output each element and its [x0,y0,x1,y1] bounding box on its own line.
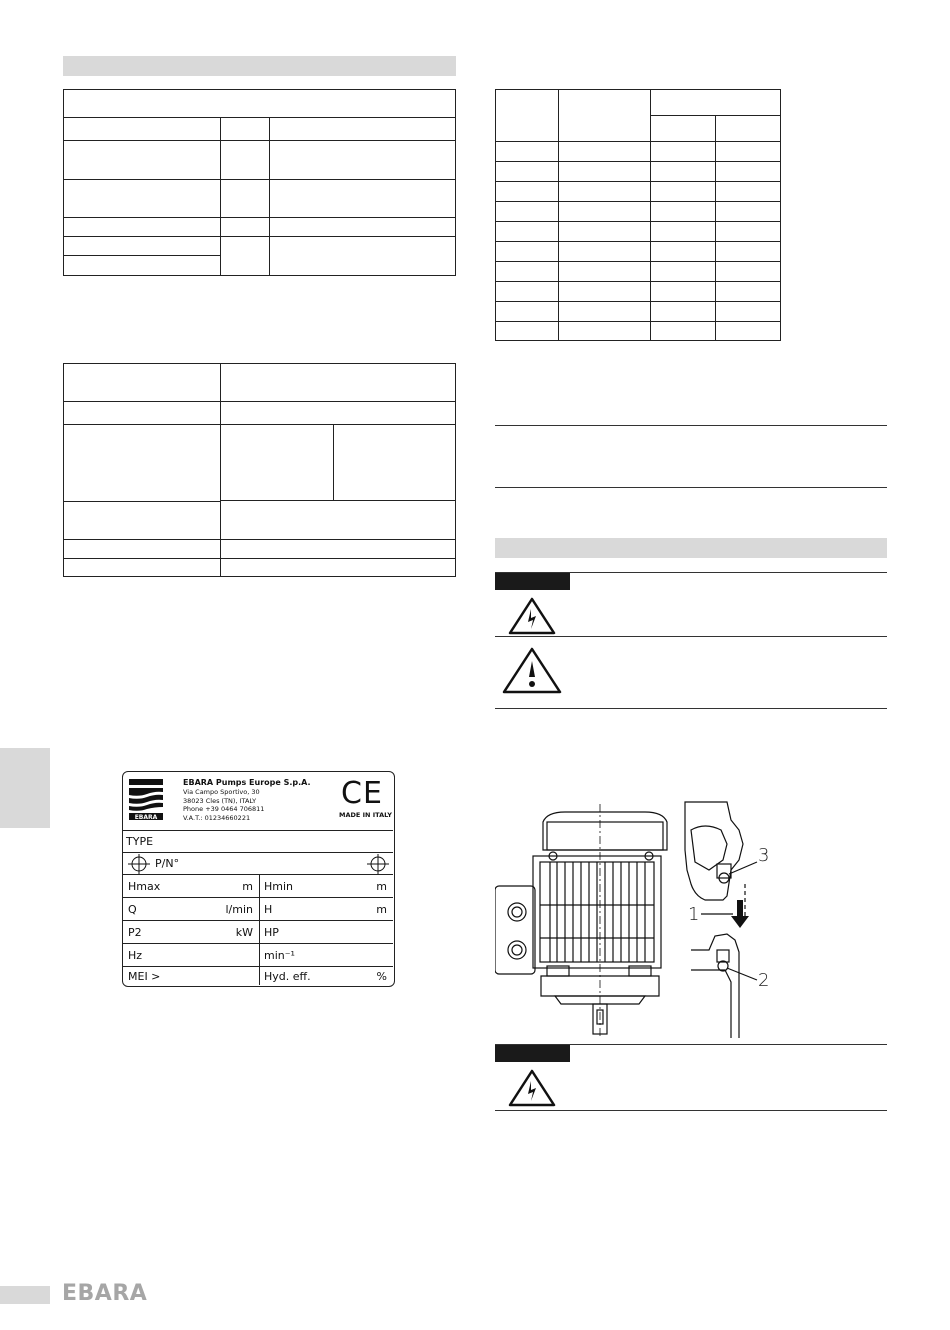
callout-1: 1 [688,904,700,925]
spec-table-3 [495,89,781,341]
ebara-logo-icon [127,777,167,821]
crosshair-left-icon [127,853,151,875]
section-header-bar-left [63,56,456,76]
note-rule-bottom [495,487,887,488]
electric-hazard-icon [507,596,557,636]
nameplate-rpm-label: min⁻¹ [264,949,295,962]
crosshair-right-icon [366,853,390,875]
nameplate-h-label: H [264,903,273,916]
nameplate-q-label: Q [128,903,137,916]
nameplate-hmax-label: Hmax [128,880,161,893]
nameplate-hyd-eff-label: Hyd. eff. [264,970,311,983]
nameplate-mei-label: MEI > [128,970,161,983]
nameplate-hmin-label: Hmin [264,880,294,893]
nameplate-address-2: 38023 Cles (TN), ITALY [183,796,257,805]
electric-hazard-icon [507,1068,557,1108]
danger-tag-2 [495,1045,570,1062]
nameplate-hmin-unit: m [376,880,387,893]
nameplate-hp-label: HP [264,926,279,939]
chapter-side-tab [0,748,50,828]
nameplate-hz-label: Hz [128,949,143,962]
spec-table-1 [63,89,456,276]
nameplate-h-unit: m [376,903,387,916]
section-header-bar-right [495,538,887,558]
pn-label: P/N° [155,857,180,870]
callout-2: 2 [758,970,770,991]
nameplate-address-4: V.A.T.: 01234660221 [183,813,251,822]
ce-mark: CE [341,776,383,811]
nameplate-address-3: Phone +39 0464 706811 [183,805,265,813]
made-in-label: MADE IN ITALY [339,811,392,819]
callout-3: 3 [758,845,770,866]
footer-logo: EBARA [62,1281,148,1306]
footer-page-tab [0,1286,50,1304]
nameplate-q-unit: l/min [225,903,253,916]
nameplate-p2-unit: kW [235,926,253,939]
motor-mounting-figure [495,800,795,1038]
nameplate-company: EBARA Pumps Europe S.p.A. [183,778,311,787]
danger-tag-1 [495,573,570,590]
nameplate-hyd-eff-unit: % [376,970,387,983]
svg-text:EBARA: EBARA [134,814,158,821]
nameplate-hmax-unit: m [242,880,253,893]
nameplate-p2-label: P2 [128,926,142,939]
warning-icon [501,646,563,696]
spec-table-2 [63,363,456,577]
note-rule-top [495,425,887,426]
nameplate-address-1: Via Campo Sportivo, 30 [183,788,260,796]
motor-drawing [495,800,795,1038]
type-label: TYPE [126,835,154,848]
pump-nameplate [122,771,395,987]
